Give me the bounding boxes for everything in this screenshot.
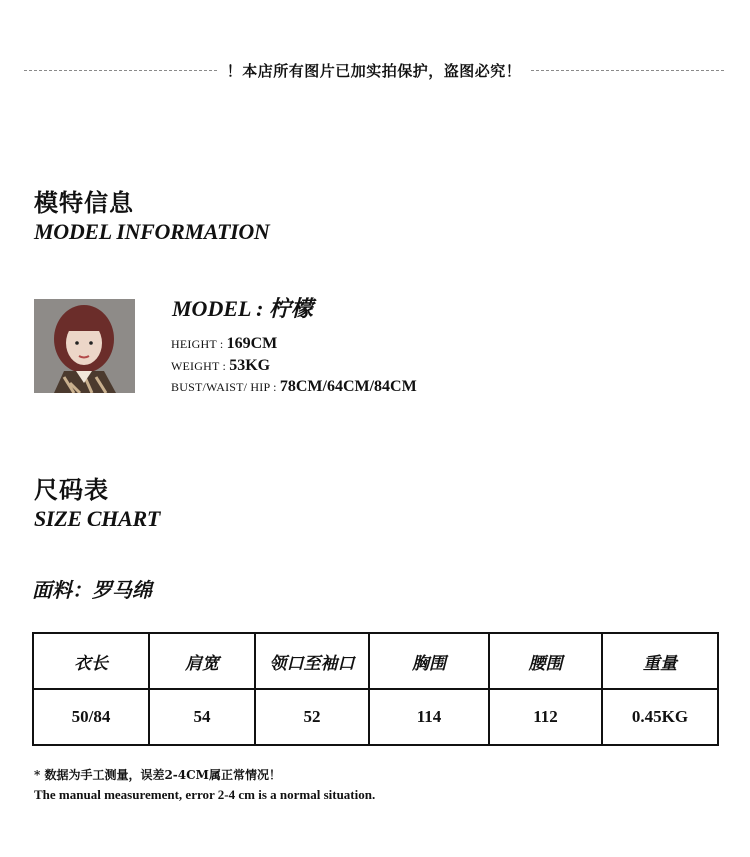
header-bust: 胸围: [369, 633, 489, 689]
model-photo: [34, 299, 135, 393]
header-shoulder: 肩宽: [149, 633, 255, 689]
header-weight: 重量: [602, 633, 718, 689]
size-chart-table: [32, 632, 719, 746]
model-height: [171, 335, 277, 353]
size-table-row: [33, 689, 718, 745]
cell-waist: 112: [489, 689, 602, 745]
size-section-title-cn: 尺码表: [34, 476, 109, 504]
measurement-note-cn: * 数据为手工测量，误差2-4CM属正常情况！: [34, 768, 281, 782]
model-weight: [171, 357, 270, 375]
measurement-note-en: The manual measurement, error 2-4 cm is a normal situation.: [34, 787, 376, 802]
model-section-title-en: MODEL INFORMATION: [34, 219, 270, 244]
notice-text: ！本店所有图片已加实拍保护，盗图必究！: [226, 61, 522, 80]
dashed-divider-left: [24, 70, 217, 71]
size-table-header-row: [33, 633, 718, 689]
header-length: 衣长: [33, 633, 149, 689]
copyright-notice: [24, 58, 724, 82]
bwh-label: BUST/WAIST/ HIP :: [171, 380, 280, 394]
fabric-label: 面料：罗马绵: [32, 578, 152, 602]
cell-shoulder: 54: [149, 689, 255, 745]
cell-bust: 114: [369, 689, 489, 745]
size-section-title-en: SIZE CHART: [34, 506, 160, 531]
dashed-divider-right: [531, 70, 724, 71]
model-section-title-cn: 模特信息: [34, 189, 134, 217]
model-bwh: [171, 378, 417, 396]
height-value: 169CM: [226, 335, 278, 352]
weight-value: 53KG: [229, 357, 271, 374]
cell-weight: 0.45KG: [602, 689, 718, 745]
model-name: MODEL : 柠檬: [172, 296, 313, 321]
bwh-value: 78CM/64CM/84CM: [279, 378, 417, 395]
model-portrait-image: [34, 299, 135, 393]
height-label: HEIGHT :: [171, 337, 227, 351]
header-waist: 腰围: [489, 633, 602, 689]
weight-label: WEIGHT :: [171, 359, 230, 373]
header-neck-to-cuff: 领口至袖口: [255, 633, 369, 689]
cell-neck-to-cuff: 52: [255, 689, 369, 745]
cell-length: 50/84: [33, 689, 149, 745]
